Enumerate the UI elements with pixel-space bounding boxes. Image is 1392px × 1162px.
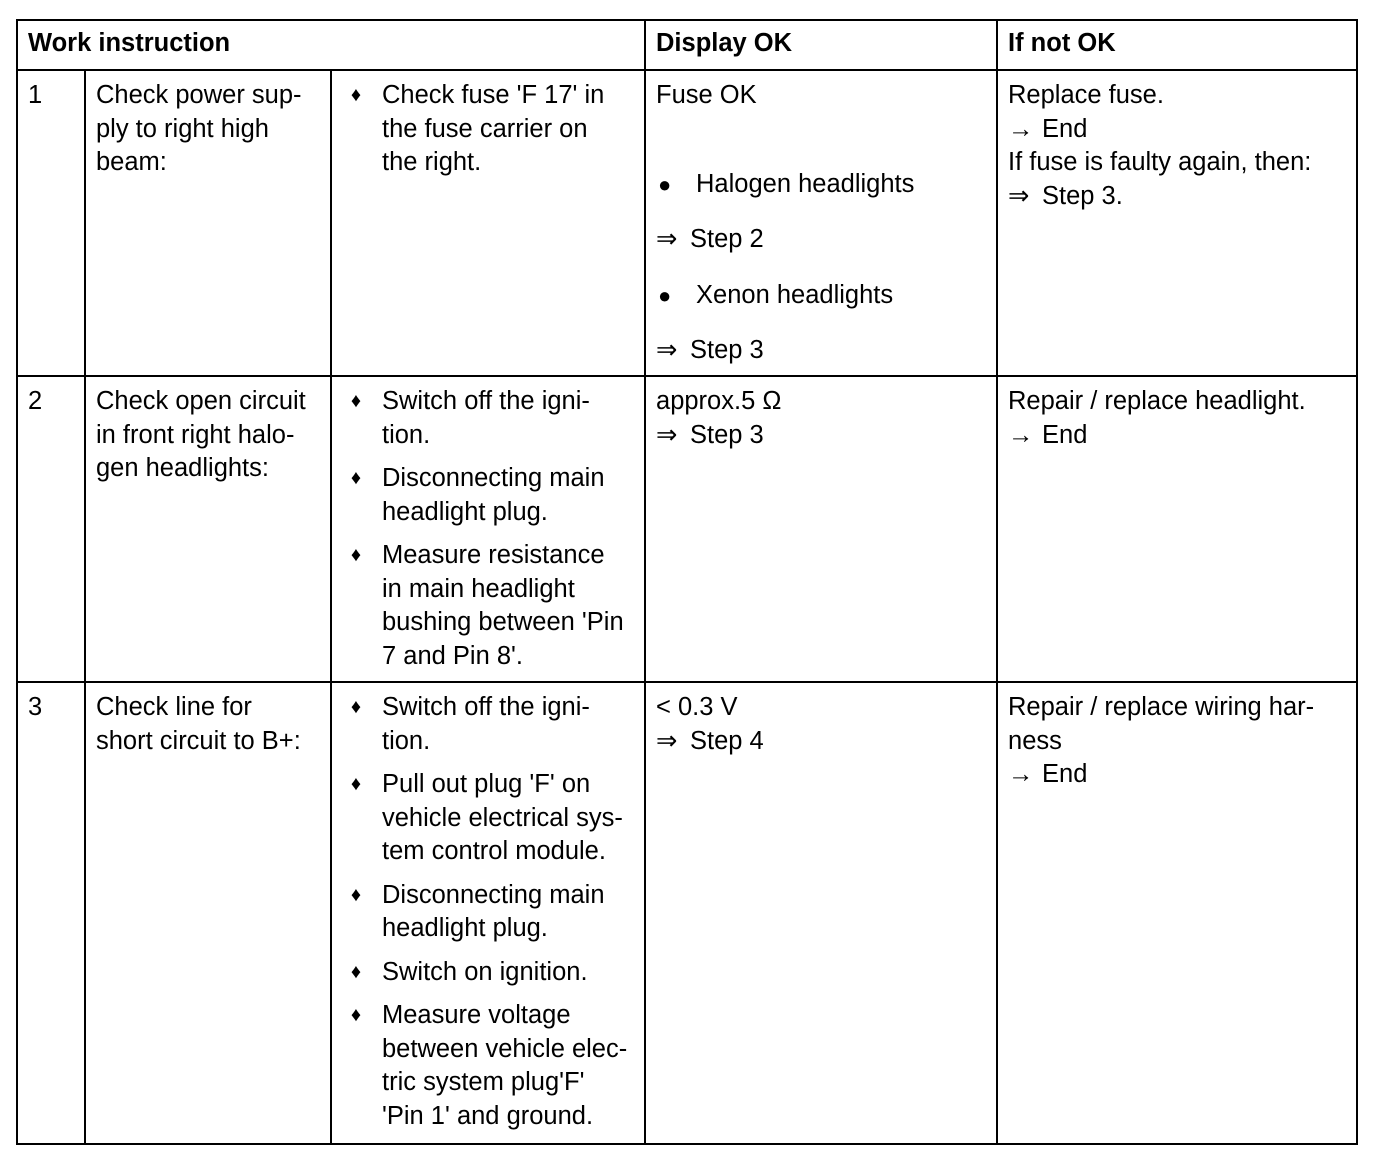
diamond-bullet-icon: ♦: [350, 544, 362, 566]
display-ok-text: Fuse OK: [656, 81, 757, 109]
action-item: ♦ Switch off the igni- tion.: [342, 691, 634, 758]
if-not-ok-cell: Repair / replace wiring har- ness → End: [997, 682, 1357, 1144]
display-ok-cell: [645, 70, 997, 376]
action-list: [331, 376, 645, 682]
header-row: [17, 20, 1357, 70]
step-reference: ⇒ Step 3: [656, 334, 986, 368]
option-halogen: ● Halogen headlights: [656, 168, 986, 202]
header-if-not-ok: If not OK: [997, 20, 1357, 70]
arrow-right-icon: →: [1008, 420, 1034, 449]
diamond-bullet-icon: ♦: [350, 1004, 362, 1026]
action-list: [331, 70, 645, 376]
diamond-bullet-icon: ♦: [350, 467, 362, 489]
header-work-instruction: Work instruction: [17, 20, 645, 70]
table-row: [17, 376, 1357, 682]
step-reference: ⇒ Step 2: [656, 223, 986, 257]
table-row: [17, 682, 1357, 1144]
check-description: Check power sup- ply to right high beam:: [85, 70, 331, 376]
action-item: ♦ Switch on ignition.: [342, 956, 634, 990]
action-item: ♦ Switch off the igni- tion.: [342, 385, 634, 452]
diamond-bullet-icon: ♦: [350, 883, 362, 906]
work-instruction-table: [16, 19, 1358, 1145]
check-description: Check line for short circuit to B+:: [85, 682, 331, 1144]
display-ok-cell: approx.5 Ω ⇒ Step 3: [645, 376, 997, 682]
double-arrow-icon: ⇒: [656, 726, 678, 755]
diamond-bullet-icon: ♦: [350, 696, 362, 718]
arrow-right-icon: →: [1008, 760, 1034, 788]
step-number: 3: [17, 682, 85, 1144]
double-arrow-icon: ⇒: [656, 225, 678, 253]
option-xenon: ● Xenon headlights: [656, 279, 986, 313]
action-item: ♦ Measure resistance in main headlight bushing between 'Pin 7 and Pin 8'.: [342, 539, 634, 673]
if-not-ok-cell: Replace fuse. → End If fuse is faulty again, then: ⇒ Step 3.: [997, 70, 1357, 376]
step-number: 2: [17, 376, 85, 682]
action-item: ♦ Disconnecting main headlight plug.: [342, 462, 634, 529]
check-description: Check open circuit in front right halo- gen headlights:: [85, 376, 331, 682]
action-item: ♦ Check fuse 'F 17' in the fuse carrier on the right.: [342, 79, 634, 180]
action-list: [331, 682, 645, 1144]
diamond-bullet-icon: ♦: [350, 960, 362, 983]
display-ok-cell: < 0.3 V ⇒ Step 4: [645, 682, 997, 1144]
action-item: ♦ Pull out plug 'F' on vehicle electrical sys- tem control module.: [342, 768, 634, 869]
header-display-ok: Display OK: [645, 20, 997, 70]
if-not-ok-cell: Repair / replace headlight. → End: [997, 376, 1357, 682]
diamond-bullet-icon: ♦: [350, 773, 362, 795]
diamond-bullet-icon: ♦: [350, 84, 362, 106]
action-item: ♦ Disconnecting main headlight plug.: [342, 879, 634, 946]
arrow-right-icon: →: [1008, 114, 1034, 143]
double-arrow-icon: ⇒: [1008, 181, 1030, 210]
double-arrow-icon: ⇒: [656, 420, 678, 449]
dot-bullet-icon: ●: [658, 282, 672, 308]
double-arrow-icon: ⇒: [656, 336, 678, 364]
step-number: 1: [17, 70, 85, 376]
action-item: ♦ Measure voltage between vehicle elec- tric system plug'F' 'Pin 1' and ground.: [342, 999, 634, 1133]
dot-bullet-icon: ●: [658, 171, 672, 197]
diamond-bullet-icon: ♦: [350, 390, 362, 412]
table-row: [17, 70, 1357, 376]
